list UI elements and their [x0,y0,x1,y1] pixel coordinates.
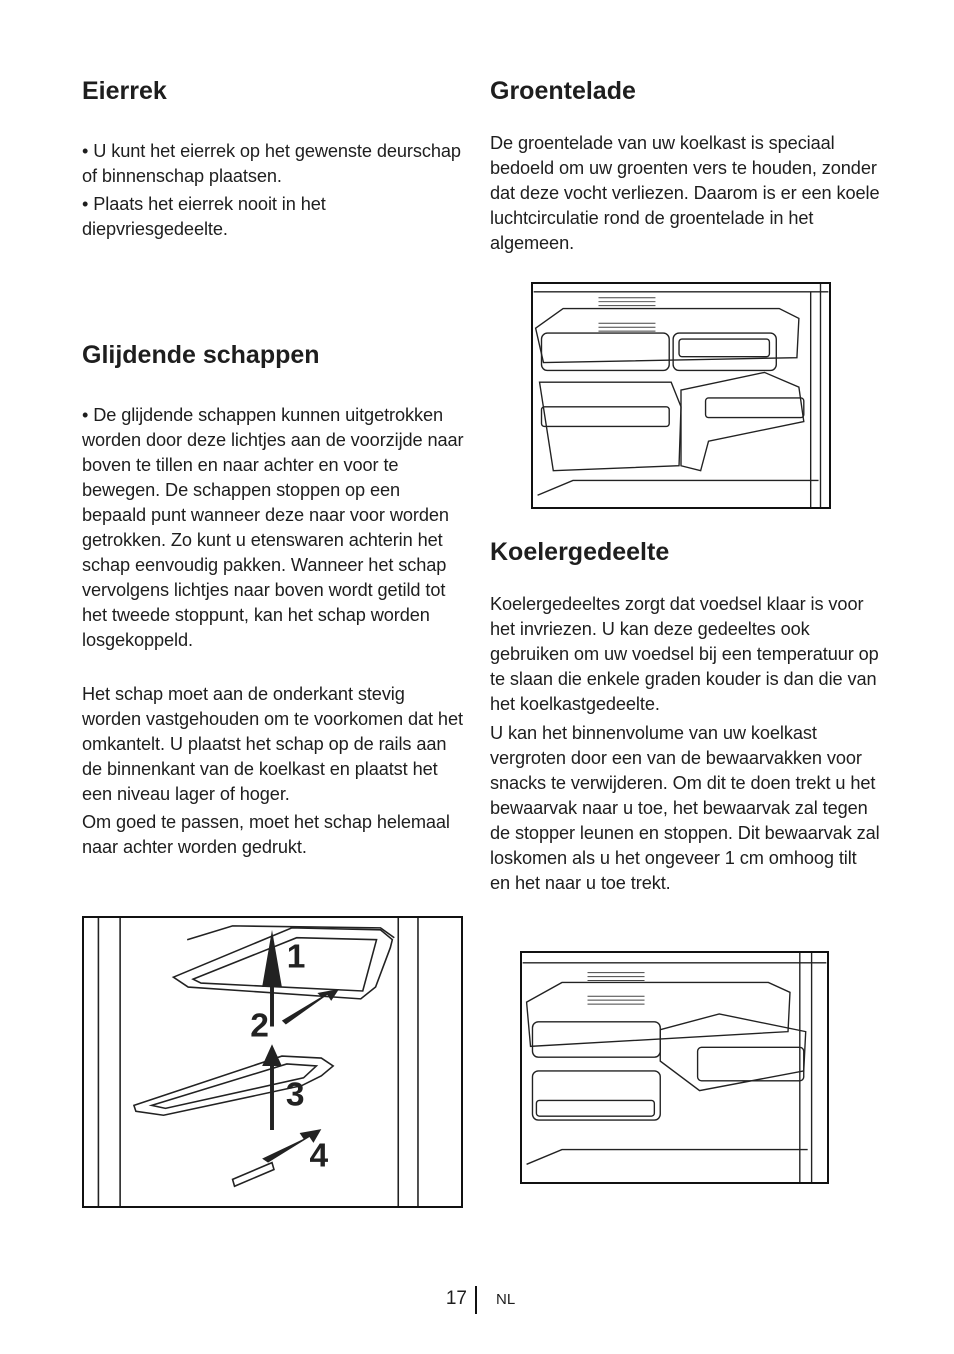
footer-divider [475,1286,477,1314]
figure-label-3: 3 [285,1076,305,1114]
groentelade-paragraph: De groentelade van uw koelkast is speciaal bedoeld om uw groenten vers te houden, zonder dat deze vocht verliezen. Daarom is er een koele luchtcirculatie rond de groentelade in het algemeen. [490,133,880,253]
koelergedeelte-paragraph-1: Koelergedeeltes zorgt dat voedsel klaar is voor het invriezen. U kan deze gedeeltes ook gebruiken om uw voedsel bij een temperatuur op te slaan die enkele graden kouder is dan die van het koelkastgedeelte. [490,594,879,714]
heading-eierrek: Eierrek [82,77,167,105]
figure-vegetable-drawer [531,282,831,509]
heading-groentelade: Groentelade [490,77,636,105]
page-footer [0,1286,954,1314]
figure-sliding-shelves [82,916,463,1208]
cooler-compartment-illustration [522,953,827,1182]
glijdende-paragraph-3: Om goed te passen, moet het schap helemaal naar achter worden gedrukt. [82,812,450,857]
figure-label-4: 4 [309,1137,329,1175]
glijdende-paragraph-1: • De glijdende schappen kunnen uitgetrokken worden door deze lichtjes aan de voorzijde naar boven te tillen en naar achter en voor te bewegen. De schappen stoppen op een bepaald punt wanneer deze naar voor worden getrokken. Zo kunt u etenswaren achterin het schap eenvoudig pakken. Wanneer het schap vervolgens lichtjes naar boven wordt getild tot het tweede stoppunt, kan het schap worden losgekoppeld. [82,405,464,650]
heading-koelergedeelte: Koelergedeelte [490,538,670,566]
glijdende-paragraph-2: Het schap moet aan de onderkant stevig worden vastgehouden om te voorkomen dat het omkantelt. U plaatst het schap op de rails aan de binnenkant van de koelkast en plaatst het een niveau lager of hoger. [82,684,463,804]
figure-label-2: 2 [250,1007,269,1045]
language-code: NL [496,1291,516,1308]
eierrek-bullet-2: • Plaats het eierrek nooit in het diepvriesgedeelte. [82,194,326,239]
koelergedeelte-paragraph-2: U kan het binnenvolume van uw koelkast vergroten door een van de bewaarvakken voor snacks te verwijderen. Om dit te doen trekt u het bewaarvak naar u toe, het bewaarvak zal tegen de stopper leunen en stoppen. Dit bewaarvak zal loskomen als u het ongeveer 1 cm omhoog tilt en het naar u toe trekt. [490,723,880,893]
page-number: 17 [445,1288,467,1309]
heading-glijdende-schappen: Glijdende schappen [82,341,320,369]
vegetable-drawer-illustration [533,284,829,507]
figure-cooler-compartment [520,951,829,1184]
figure-label-1: 1 [286,938,306,976]
eierrek-bullet-1: • U kunt het eierrek op het gewenste deurschap of binnenschap plaatsen. [82,141,461,186]
sliding-shelves-illustration [84,918,461,1206]
